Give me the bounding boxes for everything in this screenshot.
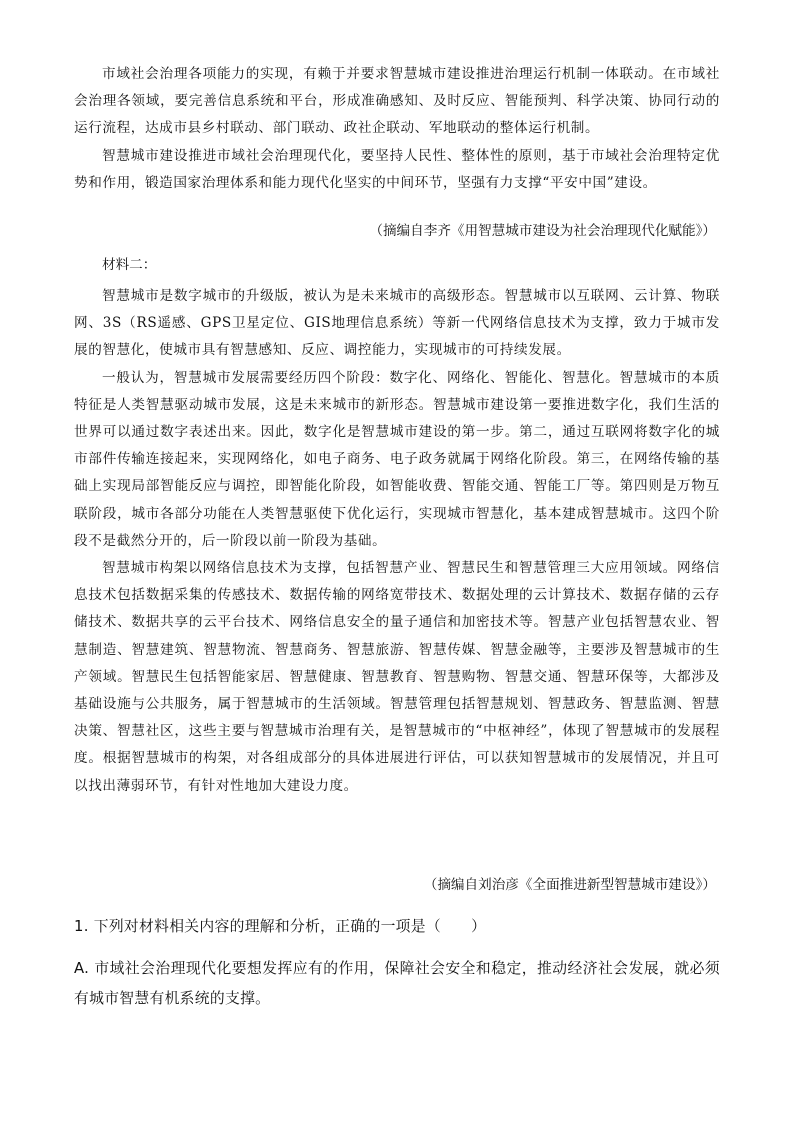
material-one-section	[74, 61, 720, 197]
material-two-source: （摘编自刘治彦《全面推进新型智慧城市建设》）	[423, 877, 716, 893]
material-two-paragraph-3: 智慧城市构架以网络信息技术为支撑，包括智慧产业、智慧民生和智慧管理三大应用领域。网络信息技术包括数据采集的传感技术、数据传输的网络宽带技术、数据处理的云计算技术、数据存储的云存储技术、数据共享的云平台技术、网络信息安全的量子通信和加密技术等。智慧产业包括智慧农业、智慧制造、智慧建筑、智慧物流、智慧商务、智慧旅游、智慧传媒、智慧金融等，主要涉及智慧城市的生产领域。智慧民生包括智能家居、智慧健康、智慧教育、智慧购物、智慧交通、智慧环保等，大都涉及基础设施与公共服务，属于智慧城市的生活领域。智慧管理包括智慧规划、智慧政务、智慧监测、智慧决策、智慧社区，这些主要与智慧城市治理有关，是智慧城市的“中枢神经”，体现了智慧城市的发展程度。根据智慧城市的构架，对各组成部分的具体进展进行评估，可以获知智慧城市的发展情况，并且可以找出薄弱环节，有针对性地加大建设力度。	[74, 560, 720, 794]
material-one-source: （摘编自李齐《用智慧城市建设为社会治理现代化赋能》）	[369, 223, 716, 239]
material-two-paragraph-2: 一般认为，智慧城市发展需要经历四个阶段：数字化、网络化、智能化、智慧化。智慧城市的本质特征是人类智慧驱动城市发展，这是未来城市的新形态。智慧城市建设第一要推进数字化，我们生活的世界可以通过数字表述出来。因此，数字化是智慧城市建设的第一步。第二，通过互联网将数字化的城市部件传输连接起来，实现网络化，如电子商务、电子政务就属于网络化阶段。第三，在网络传输的基础上实现局部智能反应与调控，即智能化阶段，如智能收费、智能交通、智能工厂等。第四则是万物互联阶段，城市各部分功能在人类智慧驱使下优化运行，实现城市智慧化，基本建成智慧城市。这四个阶段不是截然分开的，后一阶段以前一阶段为基础。	[74, 369, 720, 549]
question-stem: 1. 下列对材料相关内容的理解和分析，正确的一项是（ ）	[74, 918, 487, 935]
material-one-paragraph-2: 智慧城市建设推进市域社会治理现代化，要坚持人民性、整体性的原则，基于市域社会治理特定优势和作用，锻造国家治理体系和能力现代化坚实的中间环节，坚强有力支撑“平安中国”建设。	[74, 147, 720, 191]
material-one-paragraph-1: 市域社会治理各项能力的实现，有赖于并要求智慧城市建设推进治理运行机制一体联动。在市域社会治理各领域，要完善信息系统和平台，形成准确感知、及时反应、智能预判、科学决策、协同行动的运行流程，达成市县乡村联动、部门联动、政社企联动、军地联动的整体运行机制。	[74, 66, 720, 137]
material-two-label: 材料二：	[102, 257, 157, 273]
material-two-section	[74, 283, 720, 800]
question-option-a: A. 市域社会治理现代化要想发挥应有的作用，保障社会安全和稳定，推动经济社会发展，就必须有城市智慧有机系统的支撑。	[74, 960, 720, 1007]
material-two-paragraph-1: 智慧城市是数字城市的升级版，被认为是未来城市的高级形态。智慧城市以互联网、云计算、物联网、3S（RS遥感、GPS卫星定位、GIS地理信息系统）等新一代网络信息技术为支撑，致力于城市发展的智慧化，使城市具有智慧感知、反应、调控能力，实现城市的可持续发展。	[74, 288, 720, 359]
